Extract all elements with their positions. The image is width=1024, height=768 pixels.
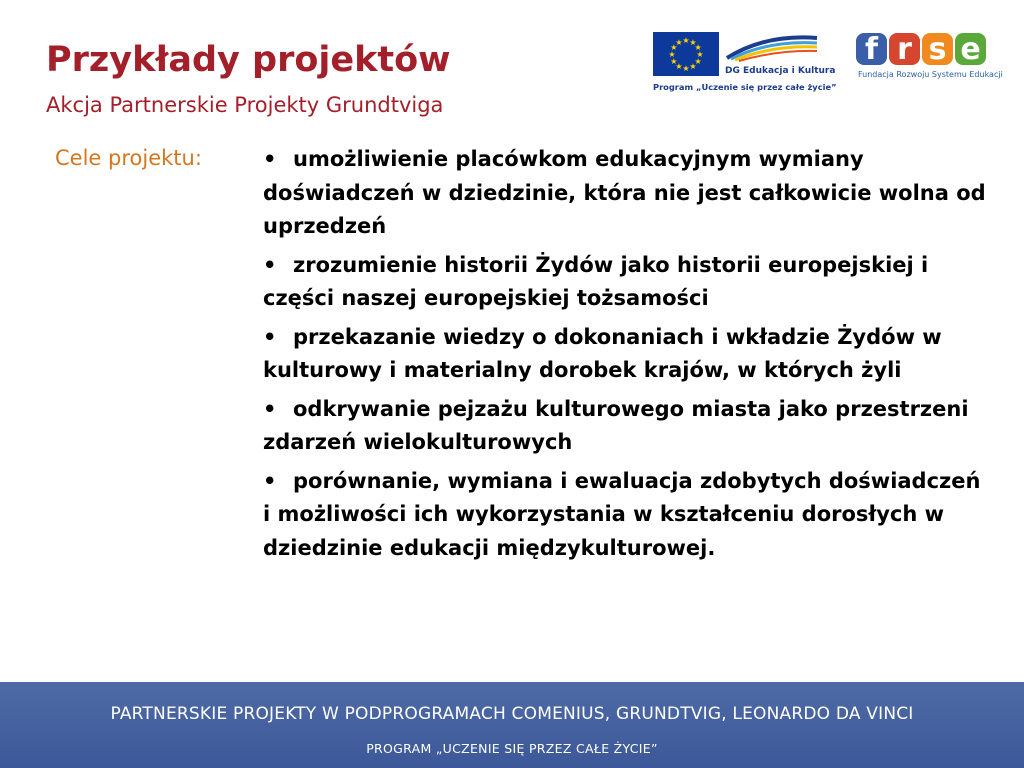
frse-letter-e: e: [955, 33, 986, 65]
slide-title: Przykłady projektów: [46, 40, 451, 80]
list-item-text: odkrywanie pejzażu kulturowego miasta jako przestrzeni zdarzeń wielokulturowych: [263, 396, 969, 454]
list-item: [263, 143, 993, 244]
footer-program-name: PROGRAM „UCZENIE SIĘ PRZEZ CAŁE ŻYCIE”: [366, 741, 658, 756]
list-item: [263, 465, 993, 566]
eu-dg-text: DG Edukacja i Kultura: [725, 66, 836, 76]
eu-star-icon: ★: [694, 57, 702, 66]
slide-subtitle: Akcja Partnerskie Projekty Grundtviga: [46, 93, 444, 117]
frse-letter-s: s: [922, 33, 953, 65]
eu-star-icon: ★: [694, 43, 702, 52]
bullet-icon: •: [263, 396, 277, 421]
eu-star-icon: ★: [689, 37, 697, 47]
eu-star-icon: ★: [682, 36, 690, 45]
goals-list: [263, 143, 993, 570]
footer-banner: [0, 682, 1024, 768]
bullet-icon: •: [263, 252, 277, 277]
list-item: [263, 321, 993, 388]
eu-star-icon: ★: [689, 62, 697, 72]
bullet-icon: •: [263, 324, 277, 349]
eu-star-icon: ★: [670, 57, 678, 66]
eu-star-icon: ★: [670, 43, 678, 52]
eu-program-text: Program „Uczenie się przez całe życie”: [653, 82, 837, 92]
eu-star-icon: ★: [675, 37, 683, 47]
eu-star-icon: ★: [696, 50, 704, 59]
list-item-text: umożliwienie placówkom edukacyjnym wymiany doświadczeń w dziedzinie, która nie jest całkowicie wolna od uprzedzeń: [263, 147, 986, 238]
footer-programs-text: PARTNERSKIE PROJEKTY W PODPROGRAMACH COMENIUS, GRUNDTVIG, LEONARDO DA VINCI: [110, 704, 914, 724]
swoosh-icon: [725, 32, 819, 62]
frse-letter-f: f: [856, 33, 887, 65]
list-item-text: przekazanie wiedzy o dokonaniach i wkładzie Żydów w kulturowy i materialny dorobek krajów, w których żyli: [263, 324, 942, 382]
frse-logo: [856, 31, 1003, 83]
eu-star-icon: ★: [675, 62, 683, 72]
bullet-icon: •: [263, 147, 277, 171]
bullet-icon: •: [263, 468, 277, 493]
frse-letters: [856, 33, 986, 67]
list-item: [263, 393, 993, 460]
list-item: [263, 249, 993, 316]
eu-dg-education-logo: [653, 32, 837, 94]
eu-star-icon: ★: [668, 50, 676, 59]
list-item-text: porównanie, wymiana i ewaluacja zdobytych doświadczeń i możliwości ich wykorzystania w kształceniu dorosłych w dziedzinie edukacji międzykulturowej.: [263, 468, 981, 560]
frse-name-text: Fundacja Rozwoju Systemu Edukacji: [858, 70, 1003, 79]
frse-letter-r: r: [889, 33, 920, 65]
eu-star-icon: ★: [682, 64, 690, 73]
goals-label: Cele projektu:: [55, 146, 202, 170]
list-item-text: zrozumienie historii Żydów jako historii europejskiej i części naszej europejskiej tożsamości: [263, 252, 929, 310]
eu-flag-icon: [653, 32, 719, 76]
